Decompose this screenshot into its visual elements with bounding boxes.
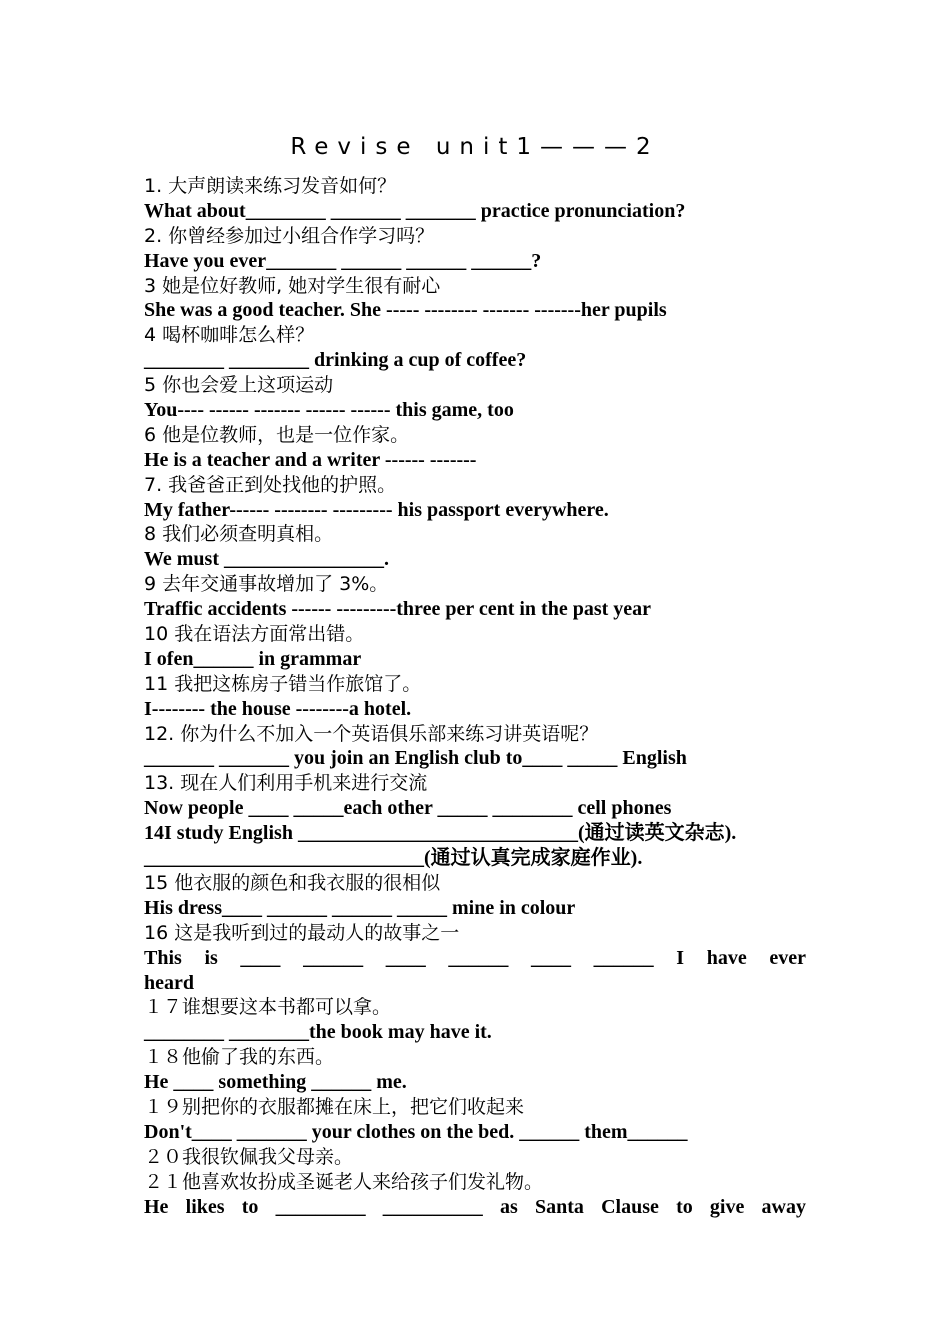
chinese-prompt: 2. 你曾经参加过小组合作学习吗？ xyxy=(144,224,435,247)
english-sentence: ____________________________(通过认真完成家庭作业). xyxy=(144,847,643,870)
chinese-prompt: 6 他是位教师，也是一位作家。 xyxy=(144,423,410,446)
chinese-prompt: 12. 你为什么不加入一个英语俱乐部来练习讲英语呢？ xyxy=(144,722,599,745)
english-sentence: I ofen______ in grammar xyxy=(144,647,362,670)
chinese-prompt: 11 我把这栋房子错当作旅馆了。 xyxy=(144,672,422,695)
chinese-prompt: 5 你也会爱上这项运动 xyxy=(144,374,334,397)
english-sentence: Have you ever_______ ______ ______ ______? xyxy=(144,249,542,272)
chinese-prompt: １７谁想要这本书都可以拿。 xyxy=(144,996,392,1019)
english-sentence: Don't____ _______ your clothes on the bed. ______ them______ xyxy=(144,1120,688,1143)
english-sentence: I-------- the house --------a hotel. xyxy=(144,697,412,720)
chinese-prompt: １９别把你的衣服都摊在床上，把它们收起来 xyxy=(144,1095,525,1118)
english-sentence: _______ _______ you join an English club to____ _____ English xyxy=(144,747,687,770)
exercise-list xyxy=(144,174,806,1219)
chinese-prompt: 7. 我爸爸正到处找他的护照。 xyxy=(144,473,397,496)
english-sentence: He likes to _________ __________ as Santa Clause to give away xyxy=(144,1195,806,1218)
english-sentence: He ____ something ______ me. xyxy=(144,1071,407,1094)
chinese-prompt: 4 喝杯咖啡怎么样？ xyxy=(144,324,315,347)
english-sentence: 14I study English ____________________________(通过读英文杂志). xyxy=(144,822,737,845)
chinese-prompt: 8 我们必须查明真相。 xyxy=(144,523,334,546)
chinese-prompt: 3 她是位好教师, 她对学生很有耐心 xyxy=(144,274,441,297)
chinese-prompt: ２１他喜欢妆扮成圣诞老人来给孩子们发礼物。 xyxy=(144,1170,544,1193)
english-sentence: ________ ________the book may have it. xyxy=(144,1021,492,1044)
english-sentence: You---- ------ ------- ------ ------ this game, too xyxy=(144,399,514,422)
english-sentence: ________ ________ drinking a cup of coffee? xyxy=(144,349,527,372)
english-sentence: My father------ -------- --------- his passport everywhere. xyxy=(144,498,609,521)
chinese-prompt: １８他偷了我的东西。 xyxy=(144,1046,335,1069)
english-sentence: His dress____ ______ ______ _____ mine in colour xyxy=(144,896,576,919)
chinese-prompt: 16 这是我听到过的最动人的故事之一 xyxy=(144,921,460,944)
chinese-prompt: 9 去年交通事故增加了 3%。 xyxy=(144,573,389,596)
english-sentence: Traffic accidents ------ ---------three per cent in the past year xyxy=(144,598,652,621)
english-sentence: He is a teacher and a writer ------ ------- xyxy=(144,448,477,471)
english-sentence: She was a good teacher. She ----- -------- ------- -------her pupils xyxy=(144,299,667,322)
english-sentence: What about________ _______ _______ practice pronunciation? xyxy=(144,199,686,222)
chinese-prompt: 1. 大声朗读来练习发音如何？ xyxy=(144,175,397,197)
english-sentence: We must ________________. xyxy=(144,548,389,571)
page-title: Revise unit1———2 xyxy=(290,134,660,160)
english-sentence: heard xyxy=(144,971,194,994)
chinese-prompt: ２０我很钦佩我父母亲。 xyxy=(144,1145,354,1168)
english-sentence: This is ____ ______ ____ ______ ____ ______ I have ever xyxy=(144,946,806,969)
english-sentence: Now people ____ _____each other _____ ________ cell phones xyxy=(144,797,672,820)
chinese-prompt: 13. 现在人们利用手机来进行交流 xyxy=(144,772,428,795)
chinese-prompt: 10 我在语法方面常出错。 xyxy=(144,623,365,646)
chinese-prompt: 15 他衣服的颜色和我衣服的很相似 xyxy=(144,871,441,894)
